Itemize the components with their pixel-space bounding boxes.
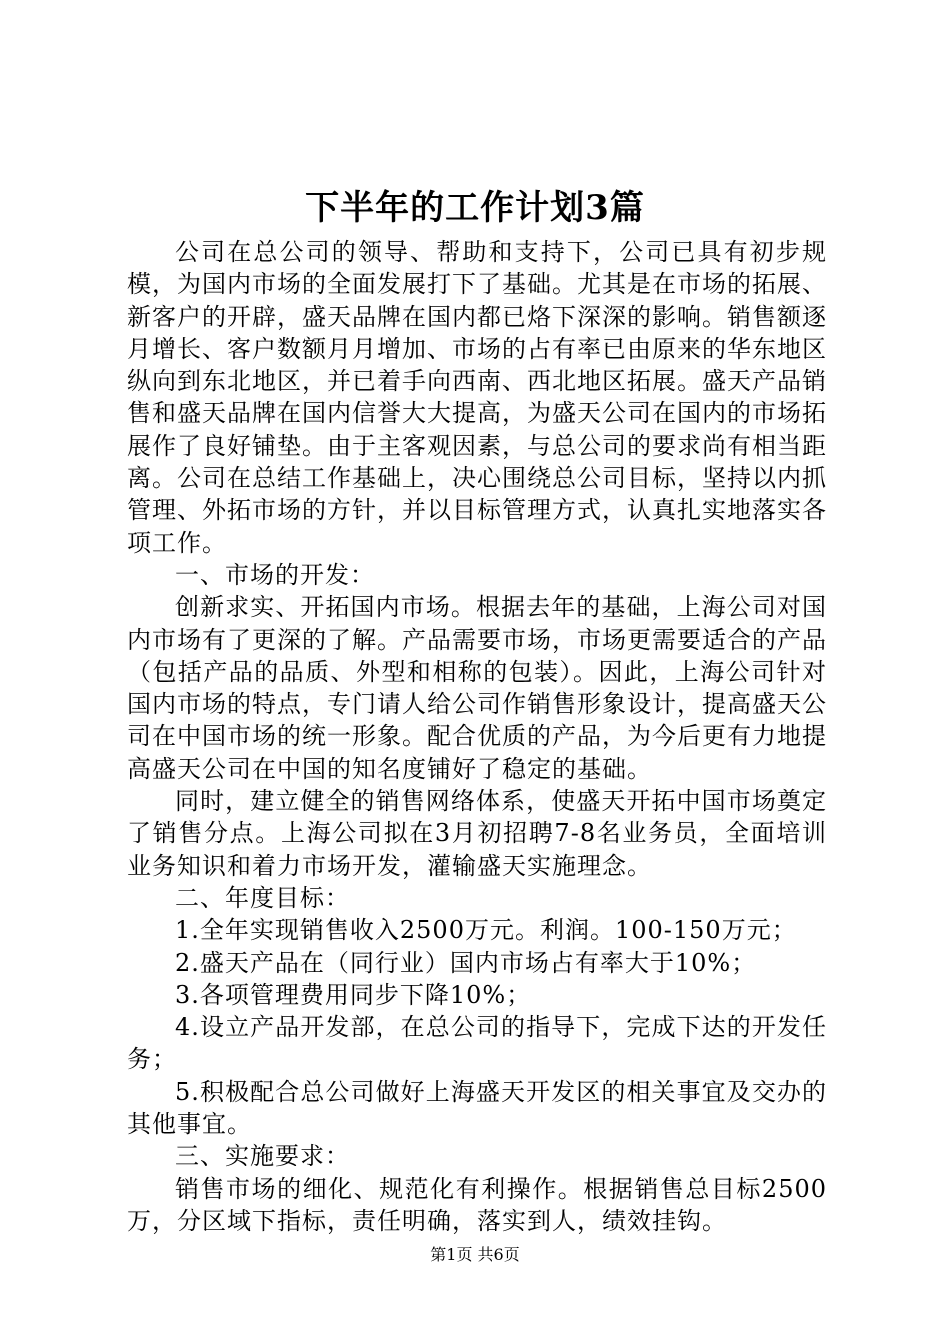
document-body [127,236,827,1237]
goal-item-1: 1.全年实现销售收入2500万元。利润。100-150万元； [175,916,797,945]
section-heading-market: 一、市场的开发： [175,560,375,589]
goal-item-3: 3.各项管理费用同步下降10%； [175,980,532,1009]
goal-item-5: 5.积极配合总公司做好上海盛天开发区的相关事宜及交办的其他事宜。 [127,1077,827,1139]
document-title: 下半年的工作计划3篇 [305,188,645,228]
page-footer: 第1页 共6页 [430,1245,520,1264]
goal-item-4: 4.设立产品开发部，在总公司的指导下，完成下达的开发任务； [127,1013,827,1074]
section-heading-requirements: 三、实施要求： [175,1142,350,1171]
paragraph-requirements-1: 销售市场的细化、规范化有利操作。根据销售总目标2500万，分区域下指标，责任明确，落实到人，绩效挂钩。 [127,1174,827,1235]
paragraph-market-2: 同时，建立健全的销售网络体系，使盛天开拓中国市场奠定了销售分点。上海公司拟在3月初招聘7-8名业务员，全面培训业务知识和着力市场开发，灌输盛天实施理念。 [127,787,827,880]
section-heading-goals: 二、年度目标： [175,883,350,912]
paragraph-market-1: 创新求实、开拓国内市场。根据去年的基础，上海公司对国内市场有了更深的了解。产品需要市场，市场更需要适合的产品（包括产品的品质、外型和相称的包装）。因此，上海公司针对国内市场的特点，专门请人给公司作销售形象设计，提高盛天公司在中国市场的统一形象。配合优质的产品，为今后更有力地提高盛天公司在中国的知名度铺好了稳定的基础。 [127,593,827,783]
goal-item-2: 2.盛天产品在（同行业）国内市场占有率大于10%； [175,948,757,977]
paragraph-intro: 公司在总公司的领导、帮助和支持下，公司已具有初步规模，为国内市场的全面发展打下了基础。尤其是在市场的拓展、新客户的开辟，盛天品牌在国内都已烙下深深的影响。销售额逐月增长、客户数额月月增加、市场的占有率已由原来的华东地区纵向到东北地区，并已着手向西南、西北地区拓展。盛天产品销售和盛天品牌在国内信誉大大提高，为盛天公司在国内的市场拓展作了良好铺垫。由于主客观因素，与总公司的要求尚有相当距离。公司在总结工作基础上，决心围绕总公司目标，坚持以内抓管理、外拓市场的方针，并以目标管理方式，认真扎实地落实各项工作。 [127,238,827,557]
